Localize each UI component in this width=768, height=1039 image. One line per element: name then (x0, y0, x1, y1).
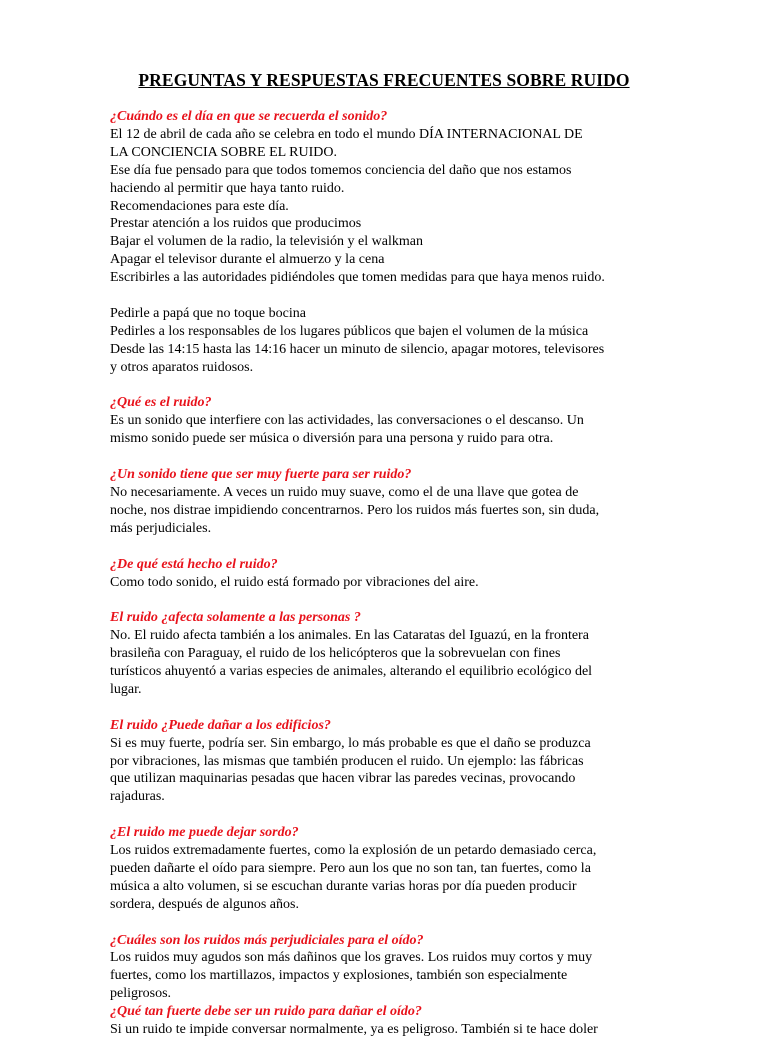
answer-line: Si es muy fuerte, podría ser. Sin embargo, lo más probable es que el daño se produzca (110, 735, 591, 751)
answer-line: pueden dañarte el oído para siempre. Pero aun los que no son tan, tan fuertes, como la (110, 860, 591, 876)
blank-line (110, 287, 670, 305)
document-title: PREGUNTAS Y RESPUESTAS FRECUENTES SOBRE RUIDO (138, 70, 630, 90)
faq-question: El ruido ¿afecta solamente a las personas ? (110, 610, 361, 626)
faq-content (110, 108, 670, 1039)
answer-line: sordera, después de algunos años. (110, 896, 299, 912)
faq-question: ¿Cuáles son los ruidos más perjudiciales para el oído? (110, 932, 424, 948)
answer-line: peligrosos. (110, 986, 172, 1002)
answer-line: Es un sonido que interfiere con las actividades, las conversaciones o el descanso. Un (110, 413, 584, 429)
faq-question: ¿Qué tan fuerte debe ser un ruido para dañar el oído? (110, 1004, 422, 1020)
answer-line: Recomendaciones para este día. (110, 198, 289, 214)
section-spacer (110, 806, 670, 824)
answer-line: El 12 de abril de cada año se celebra en todo el mundo DÍA INTERNACIONAL DE (110, 126, 583, 142)
answer-line: fuertes, como los martillazos, impactos y explosiones, también son especialmente (110, 968, 568, 984)
answer-line: Prestar atención a los ruidos que producimos (110, 216, 362, 232)
section-spacer (110, 377, 670, 395)
answer-line: más perjudiciales. (110, 520, 212, 536)
section-spacer (110, 699, 670, 717)
answer-line: Pedirle a papá que no toque bocina (110, 305, 306, 321)
answer-line: noche, nos distrae impidiendo concentrarnos. Pero los ruidos más fuertes son, sin duda, (110, 502, 600, 518)
answer-line: Si un ruido te impide conversar normalmente, ya es peligroso. También si te hace doler (110, 1022, 598, 1038)
answer-line: y otros aparatos ruidosos. (110, 359, 254, 375)
faq-question: El ruido ¿Puede dañar a los edificios? (110, 717, 331, 733)
answer-line: LA CONCIENCIA SOBRE EL RUIDO. (110, 144, 337, 160)
answer-line: haciendo al permitir que haya tanto ruido. (110, 180, 345, 196)
section-spacer (110, 591, 670, 609)
faq-question: ¿Cuándo es el día en que se recuerda el sonido? (110, 109, 388, 124)
answer-line: turísticos ahuyentó a varias especies de animales, alterando el equilibrio ecológico del (110, 664, 593, 680)
answer-line: Bajar el volumen de la radio, la televisión y el walkman (110, 234, 423, 250)
answer-line: Pedirles a los responsables de los lugares públicos que bajen el volumen de la música (110, 323, 589, 339)
answer-line: música a alto volumen, si se escuchan durante varias horas por día pueden producir (110, 878, 577, 894)
answer-line: Escribirles a las autoridades pidiéndoles que tomen medidas para que haya menos ruido. (110, 270, 605, 286)
answer-line: mismo sonido puede ser música o diversión para una persona y ruido para otra. (110, 431, 554, 447)
section-spacer (110, 914, 670, 932)
answer-line: rajaduras. (110, 789, 165, 805)
answer-line: Ese día fue pensado para que todos tomemos conciencia del daño que nos estamos (110, 162, 572, 178)
faq-question: ¿Un sonido tiene que ser muy fuerte para ser ruido? (110, 467, 412, 483)
answer-line: lugar. (110, 681, 142, 697)
answer-line: No necesariamente. A veces un ruido muy suave, como el de una llave que gotea de (110, 484, 579, 500)
section-spacer (110, 538, 670, 556)
answer-line: No. El ruido afecta también a los animales. En las Cataratas del Iguazú, en la frontera (110, 628, 589, 644)
answer-line: Los ruidos muy agudos son más dañinos que los graves. Los ruidos muy cortos y muy (110, 950, 593, 966)
answer-line: brasileña con Paraguay, el ruido de los helicópteros que la sobrevuelan con fines (110, 646, 561, 662)
answer-line: Los ruidos extremadamente fuertes, como la explosión de un petardo demasiado cerca, (110, 843, 597, 859)
section-spacer (110, 448, 670, 466)
answer-line: Apagar el televisor durante el almuerzo y la cena (110, 252, 385, 268)
answer-line: Como todo sonido, el ruido está formado por vibraciones del aire. (110, 574, 479, 590)
answer-line: Desde las 14:15 hasta las 14:16 hacer un minuto de silencio, apagar motores, televisores (110, 341, 605, 357)
faq-question: ¿De qué está hecho el ruido? (110, 556, 278, 572)
answer-line: por vibraciones, las mismas que también producen el ruido. Un ejemplo: las fábricas (110, 753, 584, 769)
faq-question: ¿El ruido me puede dejar sordo? (110, 825, 299, 841)
answer-line: que utilizan maquinarias pesadas que hacen vibrar las paredes vecinas, provocando (110, 771, 576, 787)
faq-question: ¿Qué es el ruido? (110, 395, 212, 411)
